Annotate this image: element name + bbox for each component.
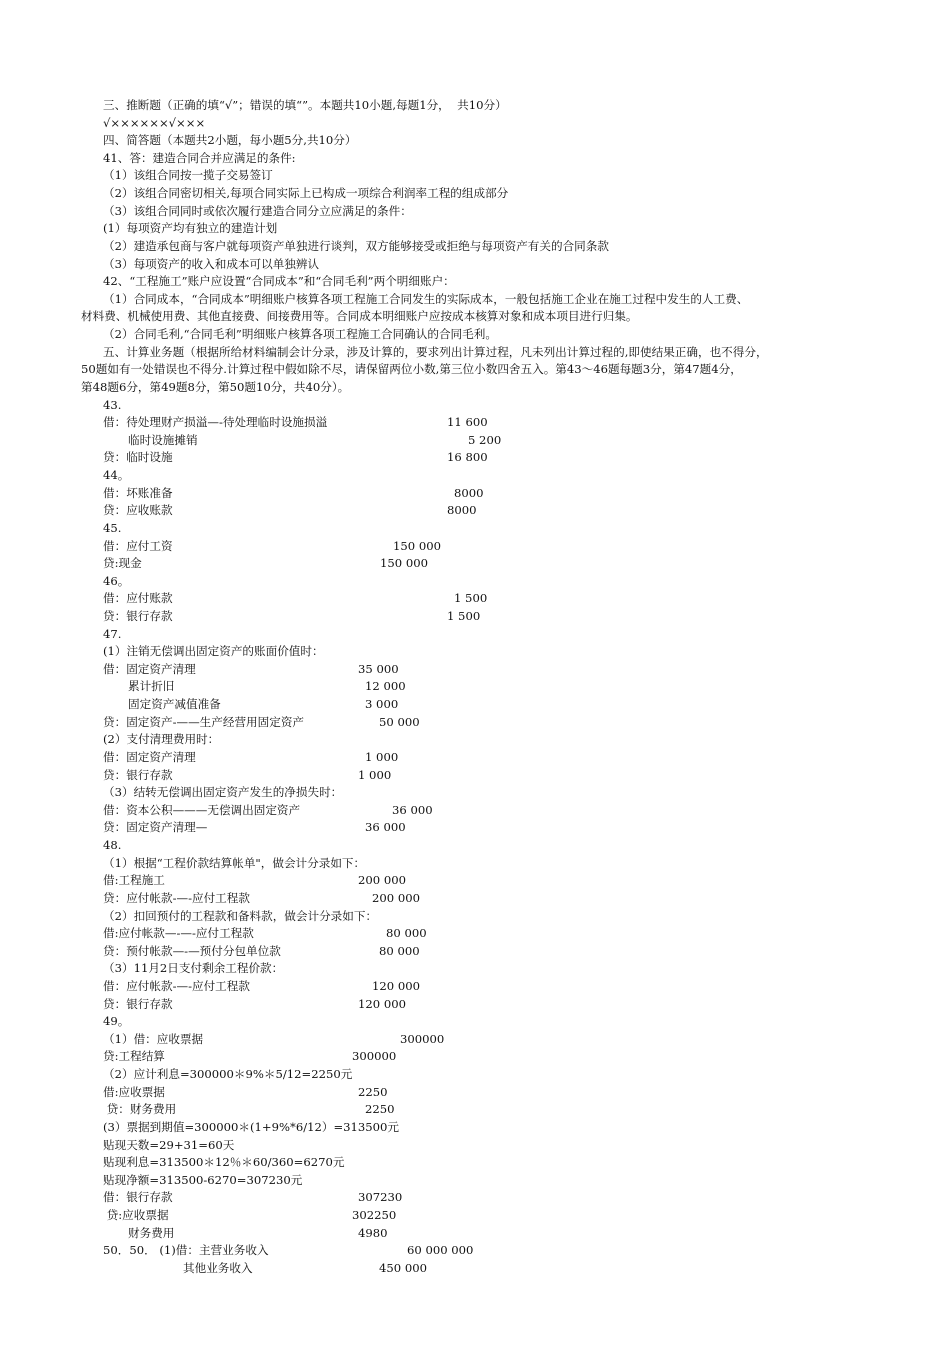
- line-text: 贷:应收票据: [103, 1208, 169, 1223]
- amount-value: 4980: [358, 1225, 388, 1240]
- text-line: [0, 397, 950, 415]
- text-line: [0, 238, 950, 256]
- amount-value: 36 000: [365, 820, 406, 835]
- line-text: （1）该组合同按一揽子交易签订: [103, 168, 273, 183]
- line-text: (2）支付清理费用时：: [103, 732, 220, 747]
- line-text: 五、计算业务题（根据所给材料编制会计分录，涉及计算的，要求列出计算过程，凡未列出计算过程的,即使结果正确，也不得分，: [103, 344, 768, 359]
- line-text: (1）注销无偿调出固定资产的账面价值时：: [103, 644, 324, 659]
- text-line: [0, 1048, 950, 1066]
- text-line: [0, 220, 950, 238]
- text-line: [0, 115, 950, 133]
- line-text: 累计折旧: [128, 679, 175, 694]
- line-text: 财务费用: [128, 1225, 175, 1240]
- line-text: 48.: [103, 838, 122, 853]
- line-text: (3）票据到期值=300000＊(1+9%*6/12）=313500元: [103, 1119, 400, 1134]
- text-line: [0, 256, 950, 274]
- text-line: [0, 855, 950, 873]
- text-line: [0, 696, 950, 714]
- amount-value: 307230: [358, 1190, 403, 1205]
- line-text: 借：固定资产清理: [103, 749, 196, 764]
- amount-value: 5 200: [468, 432, 502, 447]
- line-text: （3）结转无偿调出固定资产发生的净损失时：: [103, 785, 343, 800]
- text-line: [0, 626, 950, 644]
- line-text: (1）每项资产均有独立的建造计划: [103, 221, 278, 236]
- text-line: [0, 1260, 950, 1278]
- line-text: 贷：银行存款: [103, 767, 173, 782]
- text-line: [0, 1172, 950, 1190]
- text-line: [0, 1119, 950, 1137]
- line-text: （2）合同毛利,“合同毛利”明细账户核算各项工程施工合同确认的合同毛利。: [103, 327, 497, 342]
- line-text: 四、简答题（本题共2小题，每小题5分,共10分）: [103, 133, 357, 148]
- text-line: [0, 291, 950, 309]
- text-line: [0, 1137, 950, 1155]
- text-line: [0, 555, 950, 573]
- line-text: 贴现净额=313500-6270=307230元: [103, 1172, 303, 1187]
- line-text: 贷：预付帐款—-—预付分包单位款: [103, 943, 281, 958]
- text-line: [0, 308, 950, 326]
- text-line: [0, 661, 950, 679]
- text-line: [0, 608, 950, 626]
- text-line: [0, 802, 950, 820]
- line-text: 固定资产减值准备: [128, 697, 221, 712]
- amount-value: 1 500: [447, 608, 481, 623]
- line-text: 贷：固定资产-——生产经营用固定资产: [103, 714, 305, 729]
- text-line: [0, 432, 950, 450]
- text-line: [0, 978, 950, 996]
- amount-value: 200 000: [358, 873, 406, 888]
- text-line: [0, 185, 950, 203]
- amount-value: 80 000: [386, 926, 427, 941]
- amount-value: 8000: [454, 485, 484, 500]
- line-text: 46。: [103, 573, 130, 588]
- line-text: （1）合同成本，“合同成本”明细账户核算各项工程施工合同发生的实际成本，一般包括施工企业在施工过程中发生的人工费、: [103, 291, 749, 306]
- text-line: [0, 767, 950, 785]
- line-text: （2）应计利息=300000＊9%＊5/12=2250元: [103, 1067, 353, 1082]
- line-text: 借：固定资产清理: [103, 661, 196, 676]
- line-text: 临时设施摊销: [128, 432, 198, 447]
- amount-value: 50 000: [379, 714, 420, 729]
- text-line: [0, 467, 950, 485]
- line-text: 材料费、机械使用费、其他直接费、间接费用等。合同成本明细账户应按成本核算对象和成本项目进行归集。: [81, 309, 638, 324]
- line-text: 45.: [103, 520, 122, 535]
- text-line: [0, 749, 950, 767]
- amount-value: 200 000: [372, 890, 420, 905]
- text-line: [0, 731, 950, 749]
- text-line: [0, 97, 950, 115]
- line-text: 借:应付帐款—-—-应付工程款: [103, 926, 254, 941]
- text-line: [0, 1101, 950, 1119]
- text-line: [0, 485, 950, 503]
- line-text: （2）该组合同密切相关,每项合同实际上已构成一项综合利润率工程的组成部分: [103, 186, 509, 201]
- line-text: 贴现天数=29+31=60天: [103, 1137, 235, 1152]
- line-text: 贷：应付帐款-—-应付工程款: [103, 890, 250, 905]
- line-text: 其他业务收入: [183, 1260, 253, 1275]
- line-text: 借:应收票据: [103, 1084, 165, 1099]
- amount-value: 1 000: [358, 767, 392, 782]
- text-line: [0, 361, 950, 379]
- line-text: 借：应付工资: [103, 538, 173, 553]
- line-text: 44。: [103, 468, 130, 483]
- text-line: [0, 1189, 950, 1207]
- line-text: 贷:工程结算: [103, 1049, 165, 1064]
- line-text: 43.: [103, 397, 122, 412]
- text-line: [0, 678, 950, 696]
- amount-value: 120 000: [358, 996, 406, 1011]
- line-text: 借：应付账款: [103, 591, 173, 606]
- line-text: （1）根据“工程价款结算帐单"，做会计分录如下：: [103, 855, 366, 870]
- amount-value: 450 000: [379, 1260, 427, 1275]
- text-line: [0, 925, 950, 943]
- amount-value: 8000: [447, 503, 477, 518]
- text-line: [0, 502, 950, 520]
- amount-value: 2250: [365, 1102, 395, 1117]
- line-text: 借：资本公积———无偿调出固定资产: [103, 802, 301, 817]
- line-text: （2）建造承包商与客户就每项资产单独进行谈判，双方能够接受或拒绝与每项资产有关的合同条款: [103, 238, 609, 253]
- line-text: 50题如有一处错误也不得分.计算过程中假如除不尽，请保留两位小数,第三位小数四舍五入。第43～46题每题3分，第47题4分，: [81, 362, 742, 377]
- line-text: （3）11月2日支付剩余工程价款：: [103, 961, 284, 976]
- text-line: [0, 150, 950, 168]
- line-text: 42、“工程施工”账户应设置“合同成本”和“合同毛利”两个明细账户：: [103, 274, 455, 289]
- line-text: 47.: [103, 626, 122, 641]
- line-text: √××××××√×××: [103, 115, 206, 130]
- text-line: [0, 1225, 950, 1243]
- text-line: [0, 908, 950, 926]
- line-text: 贷：应收账款: [103, 503, 173, 518]
- text-line: [0, 1154, 950, 1172]
- amount-value: 302250: [352, 1208, 397, 1223]
- line-text: （3）每项资产的收入和成本可以单独辨认: [103, 256, 320, 271]
- line-text: 借：坏账准备: [103, 485, 173, 500]
- text-line: [0, 784, 950, 802]
- line-text: 借：应付帐款-—-应付工程款: [103, 979, 250, 993]
- text-line: [0, 538, 950, 556]
- line-text: 49。: [103, 1014, 130, 1029]
- amount-value: 120 000: [372, 979, 420, 993]
- text-line: [0, 1066, 950, 1084]
- text-line: [0, 1031, 950, 1049]
- text-line: [0, 132, 950, 150]
- text-line: [0, 943, 950, 961]
- line-text: （1）借：应收票据: [103, 1031, 204, 1046]
- line-text: 借:工程施工: [103, 873, 165, 888]
- amount-value: 1 000: [365, 749, 399, 764]
- line-text: 贷：财务费用: [103, 1102, 177, 1117]
- text-line: [0, 344, 950, 362]
- text-line: [0, 203, 950, 221]
- amount-value: 80 000: [379, 943, 420, 958]
- line-text: 借：待处理财产损溢—-待处理临时设施损溢: [103, 415, 328, 430]
- text-line: [0, 837, 950, 855]
- line-text: 41、答：建造合同合并应满足的条件:: [103, 150, 296, 165]
- amount-value: 150 000: [393, 538, 441, 553]
- line-text: 贷:现金: [103, 556, 142, 571]
- line-text: （2）扣回预付的工程款和备料款，做会计分录如下：: [103, 908, 378, 923]
- line-text: 贷：银行存款: [103, 608, 173, 623]
- amount-value: 3 000: [365, 697, 399, 712]
- text-line: [0, 996, 950, 1014]
- amount-value: 1 500: [454, 591, 488, 606]
- line-text: 贴现利息=313500＊12％＊60/360=6270元: [103, 1155, 345, 1170]
- line-text: 贷：临时设施: [103, 450, 173, 465]
- amount-value: 35 000: [358, 661, 399, 676]
- line-text: （3）该组合同同时或依次履行建造合同分立应满足的条件：: [103, 203, 412, 218]
- text-line: [0, 326, 950, 344]
- text-line: [0, 872, 950, 890]
- text-line: [0, 167, 950, 185]
- amount-value: 2250: [358, 1084, 388, 1099]
- amount-value: 16 800: [447, 450, 488, 465]
- line-text: 借：银行存款: [103, 1190, 173, 1205]
- amount-value: 12 000: [365, 679, 406, 694]
- amount-value: 300000: [400, 1031, 445, 1046]
- text-line: [0, 379, 950, 397]
- line-text: 第48题6分，第49题8分，第50题10分，共40分）。: [81, 379, 350, 394]
- amount-value: 36 000: [392, 802, 433, 817]
- text-line: [0, 573, 950, 591]
- text-line: [0, 1013, 950, 1031]
- text-line: [0, 1084, 950, 1102]
- line-text: 三、推断题（正确的填“√”；错误的填“”。本题共10小题,每题1分， 共10分）: [103, 98, 507, 112]
- text-line: [0, 819, 950, 837]
- line-text: 50．50． (1)借：主营业务收入: [103, 1243, 269, 1258]
- amount-value: 11 600: [447, 415, 488, 430]
- amount-value: 60 000 000: [407, 1243, 474, 1258]
- text-line: [0, 449, 950, 467]
- amount-value: 300000: [352, 1049, 397, 1064]
- text-line: [0, 1207, 950, 1225]
- line-text: 贷：银行存款: [103, 996, 173, 1011]
- amount-value: 150 000: [380, 556, 428, 571]
- line-text: 贷：固定资产清理—: [103, 820, 208, 835]
- text-line: [0, 1242, 950, 1260]
- text-line: [0, 960, 950, 978]
- text-line: [0, 590, 950, 608]
- text-line: [0, 273, 950, 291]
- text-line: [0, 520, 950, 538]
- text-line: [0, 643, 950, 661]
- text-line: [0, 714, 950, 732]
- text-line: [0, 890, 950, 908]
- text-line: [0, 414, 950, 432]
